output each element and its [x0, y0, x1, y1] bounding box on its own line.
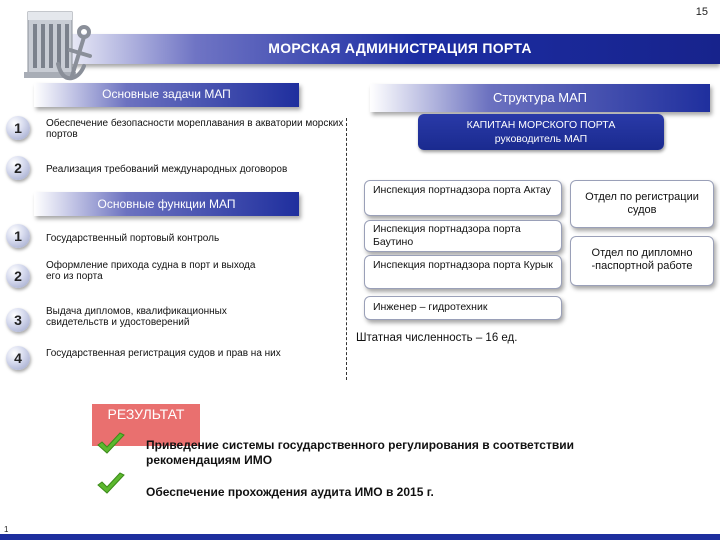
functions-section-title: Основные функции МАП	[34, 192, 299, 216]
captain-subtitle: руководитель МАП	[494, 133, 588, 145]
footer-number: 1	[4, 525, 9, 534]
staff-count: Штатная численность – 16 ед.	[356, 332, 518, 344]
unit-box-diploma: Отдел по дипломно -паспортной работе	[570, 236, 714, 286]
checkmark-icon	[96, 432, 126, 456]
outcome-1: Приведение системы государственного регулирования в соответствии рекомендациям ИМО	[146, 438, 574, 467]
function-number-1: 1	[6, 224, 30, 248]
function-number-3: 3	[6, 308, 30, 332]
task-item-2: Реализация требований международных договоров	[46, 164, 288, 175]
unit-box-registration: Отдел по регистрации судов	[570, 180, 714, 228]
task-item-1: Обеспечение безопасности мореплавания в акватории морских портов	[46, 118, 344, 140]
function-number-4: 4	[6, 346, 30, 370]
page-title: МОРСКАЯ АДМИНИСТРАЦИЯ ПОРТА	[268, 40, 532, 56]
checkmark-icon	[96, 472, 126, 496]
port-logo-icon	[22, 6, 102, 84]
unit-box-aktau: Инспекция портнадзора порта Актау	[364, 180, 562, 216]
captain-title: КАПИТАН МОРСКОГО ПОРТА	[466, 119, 616, 131]
task-number-1: 1	[6, 116, 30, 140]
page-number: 15	[695, 6, 708, 18]
unit-box-engineer: Инженер – гидротехник	[364, 296, 562, 320]
function-item-3: Выдача дипломов, квалификационных свидетельств и удостоверений	[46, 306, 227, 328]
unit-box-kuryk: Инспекция портнадзора порта Курык	[364, 255, 562, 289]
tasks-section-title: Основные задачи МАП	[34, 83, 299, 107]
function-item-4: Государственная регистрация судов и прав на них	[46, 348, 281, 359]
task-number-2: 2	[6, 156, 30, 180]
function-item-2: Оформление прихода судна в порт и выхода его из порта	[46, 260, 256, 282]
structure-section-title: Структура МАП	[370, 84, 710, 112]
function-number-2: 2	[6, 264, 30, 288]
column-divider	[346, 118, 347, 380]
result-label: РЕЗУЛЬТАТ	[92, 404, 200, 446]
unit-box-bautino: Инспекция портнадзора порта Баутино	[364, 220, 562, 252]
footer-bar	[0, 534, 720, 540]
outcome-2: Обеспечение прохождения аудита ИМО в 2015 г.	[146, 485, 434, 499]
function-item-1: Государственный портовый контроль	[46, 233, 220, 244]
captain-box	[418, 114, 664, 150]
